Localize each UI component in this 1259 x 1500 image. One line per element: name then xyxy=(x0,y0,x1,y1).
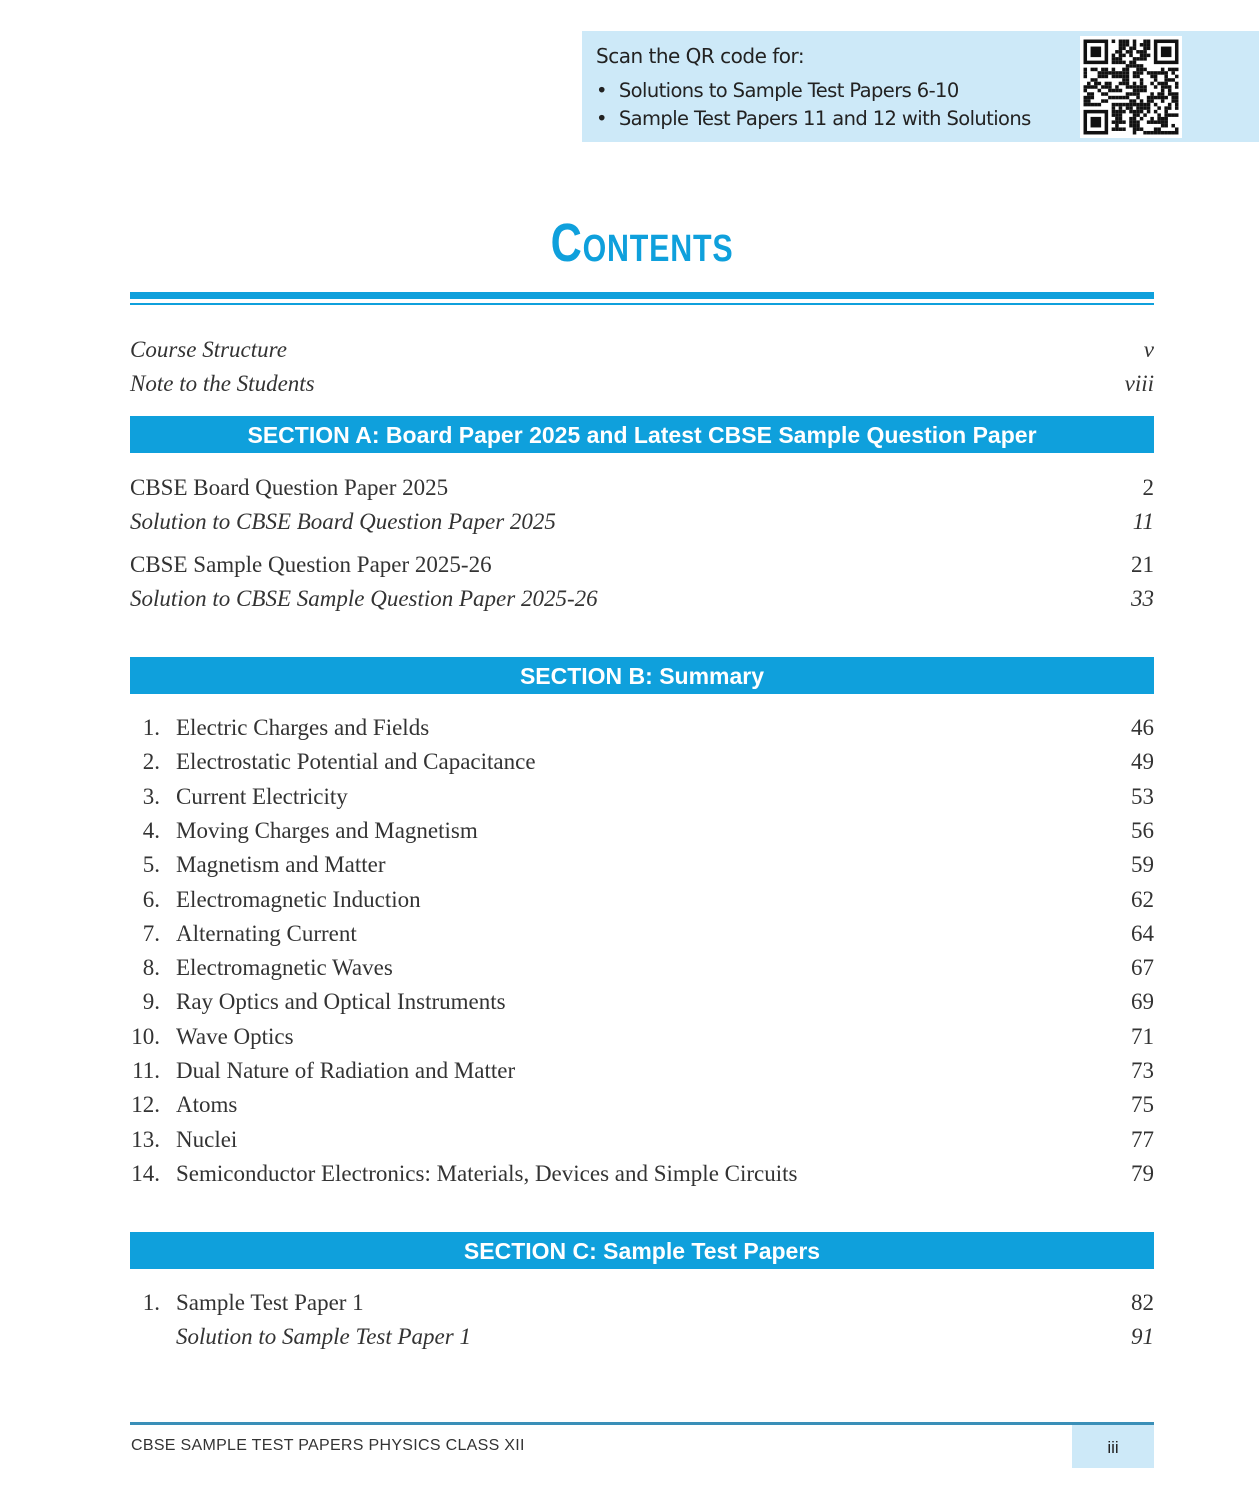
toc-entry xyxy=(130,747,1154,777)
toc-entry-page: 64 xyxy=(1131,920,1154,946)
toc-entry-page: 46 xyxy=(1131,715,1154,740)
toc-entry: Course Structure v xyxy=(130,337,1154,362)
toc-entry-label: Atoms xyxy=(176,1092,238,1118)
toc-entry-num: 12. xyxy=(131,1092,160,1118)
title-rule xyxy=(130,292,1154,299)
toc-entry-page: 71 xyxy=(1131,1023,1154,1049)
toc-entry-num: 5. xyxy=(142,852,160,878)
section-a-header: SECTION A: Board Paper 2025 and Latest CBSE Sample Question Paper xyxy=(130,416,1154,453)
toc-entry xyxy=(130,713,1154,743)
qr-list-item: • Sample Test Papers 11 and 12 with Solutions xyxy=(596,105,1031,133)
toc-entry-num: 4. xyxy=(142,817,160,843)
toc-entry-page: 73 xyxy=(1131,1058,1154,1083)
toc-entry-num: 3. xyxy=(142,783,160,809)
toc-entry: 1. Sample Test Paper 1 82 xyxy=(142,1290,1154,1315)
toc-entry-label: Ray Optics and Optical Instruments xyxy=(176,989,506,1015)
toc-entry: CBSE Board Question Paper 2025 2 xyxy=(130,475,1154,500)
toc-entry-page: 67 xyxy=(1131,955,1154,981)
toc-entry-label: Alternating Current xyxy=(176,920,357,946)
toc-entry-page: 77 xyxy=(1131,1126,1154,1152)
toc-entry xyxy=(130,1056,1154,1086)
toc-entry: Solution to CBSE Sample Question Paper 2025-26 33 xyxy=(130,586,1154,611)
toc-entry xyxy=(130,850,1154,880)
toc-entry-label: Magnetism and Matter xyxy=(176,852,386,878)
toc-entry-page: 49 xyxy=(1131,749,1154,775)
toc-entry-page: 56 xyxy=(1131,817,1154,843)
toc-entry xyxy=(130,816,1154,846)
page-title: Contents xyxy=(550,213,734,273)
toc-entry-page: 79 xyxy=(1131,1160,1154,1186)
toc-entry-num: 8. xyxy=(142,955,160,981)
qr-list-item: • Solutions to Sample Test Papers 6-10 xyxy=(596,77,1031,105)
toc-entry: Solution to CBSE Board Question Paper 2025 11 xyxy=(130,509,1154,534)
title-rule-thin xyxy=(130,303,1154,305)
toc-entry-num: 14. xyxy=(131,1160,160,1186)
toc-entry: Note to the Students viii xyxy=(130,371,1154,396)
footer-rule xyxy=(130,1422,1154,1425)
toc-entry-num: 6. xyxy=(142,886,160,912)
toc-entry-page: 59 xyxy=(1131,852,1154,878)
section-b-header: SECTION B: Summary xyxy=(130,657,1154,694)
toc-entry-num: 7. xyxy=(142,920,160,946)
toc-entry-label: Electromagnetic Induction xyxy=(176,886,421,912)
qr-list xyxy=(596,77,1031,133)
toc-entry xyxy=(130,782,1154,812)
toc-entry: CBSE Sample Question Paper 2025-26 21 xyxy=(130,552,1154,577)
toc-entry-label: Current Electricity xyxy=(176,783,348,809)
toc-entry-label: Wave Optics xyxy=(176,1023,294,1049)
toc-entry-label: Electromagnetic Waves xyxy=(176,955,393,981)
toc-entry-num: 9. xyxy=(142,989,160,1015)
toc-entry-page: 69 xyxy=(1131,989,1154,1015)
section-c-header: SECTION C: Sample Test Papers xyxy=(130,1232,1154,1269)
toc-entry-num: 2. xyxy=(142,749,160,775)
toc-entry xyxy=(130,1125,1154,1155)
toc-entry-page: 62 xyxy=(1131,886,1154,912)
toc-entry-label: Electrostatic Potential and Capacitance xyxy=(176,749,536,775)
toc-entry-label: Electric Charges and Fields xyxy=(176,715,430,740)
toc-entry xyxy=(130,1022,1154,1052)
toc-entry-label: Dual Nature of Radiation and Matter xyxy=(176,1058,516,1083)
toc-entry-label: Semiconductor Electronics: Materials, Devices and Simple Circuits xyxy=(176,1160,798,1186)
toc-entry xyxy=(130,885,1154,915)
toc-entry-label: Moving Charges and Magnetism xyxy=(176,817,478,843)
toc-entry xyxy=(130,919,1154,949)
toc-entry-num: 13. xyxy=(131,1126,160,1152)
toc-entry-num: 1. xyxy=(142,715,160,740)
toc-entry-label: Nuclei xyxy=(176,1126,238,1152)
toc-entry xyxy=(130,1159,1154,1189)
toc-entry xyxy=(130,1090,1154,1120)
toc-entry-page: 75 xyxy=(1131,1092,1154,1118)
footer-page-number: iii xyxy=(1072,1425,1154,1468)
toc-entry: Solution to Sample Test Paper 1 91 xyxy=(176,1324,1154,1349)
toc-entry xyxy=(130,953,1154,983)
qr-panel xyxy=(582,31,1259,142)
qr-heading: Scan the QR code for: xyxy=(596,44,805,68)
toc-entry-num: 10. xyxy=(131,1023,160,1049)
toc-entry xyxy=(130,987,1154,1017)
footer-book-title: CBSE SAMPLE TEST PAPERS PHYSICS CLASS XII xyxy=(131,1437,525,1454)
toc-entry-page: 53 xyxy=(1131,783,1154,809)
toc-entry-num: 11. xyxy=(132,1058,160,1083)
qr-code-icon xyxy=(1080,36,1182,138)
